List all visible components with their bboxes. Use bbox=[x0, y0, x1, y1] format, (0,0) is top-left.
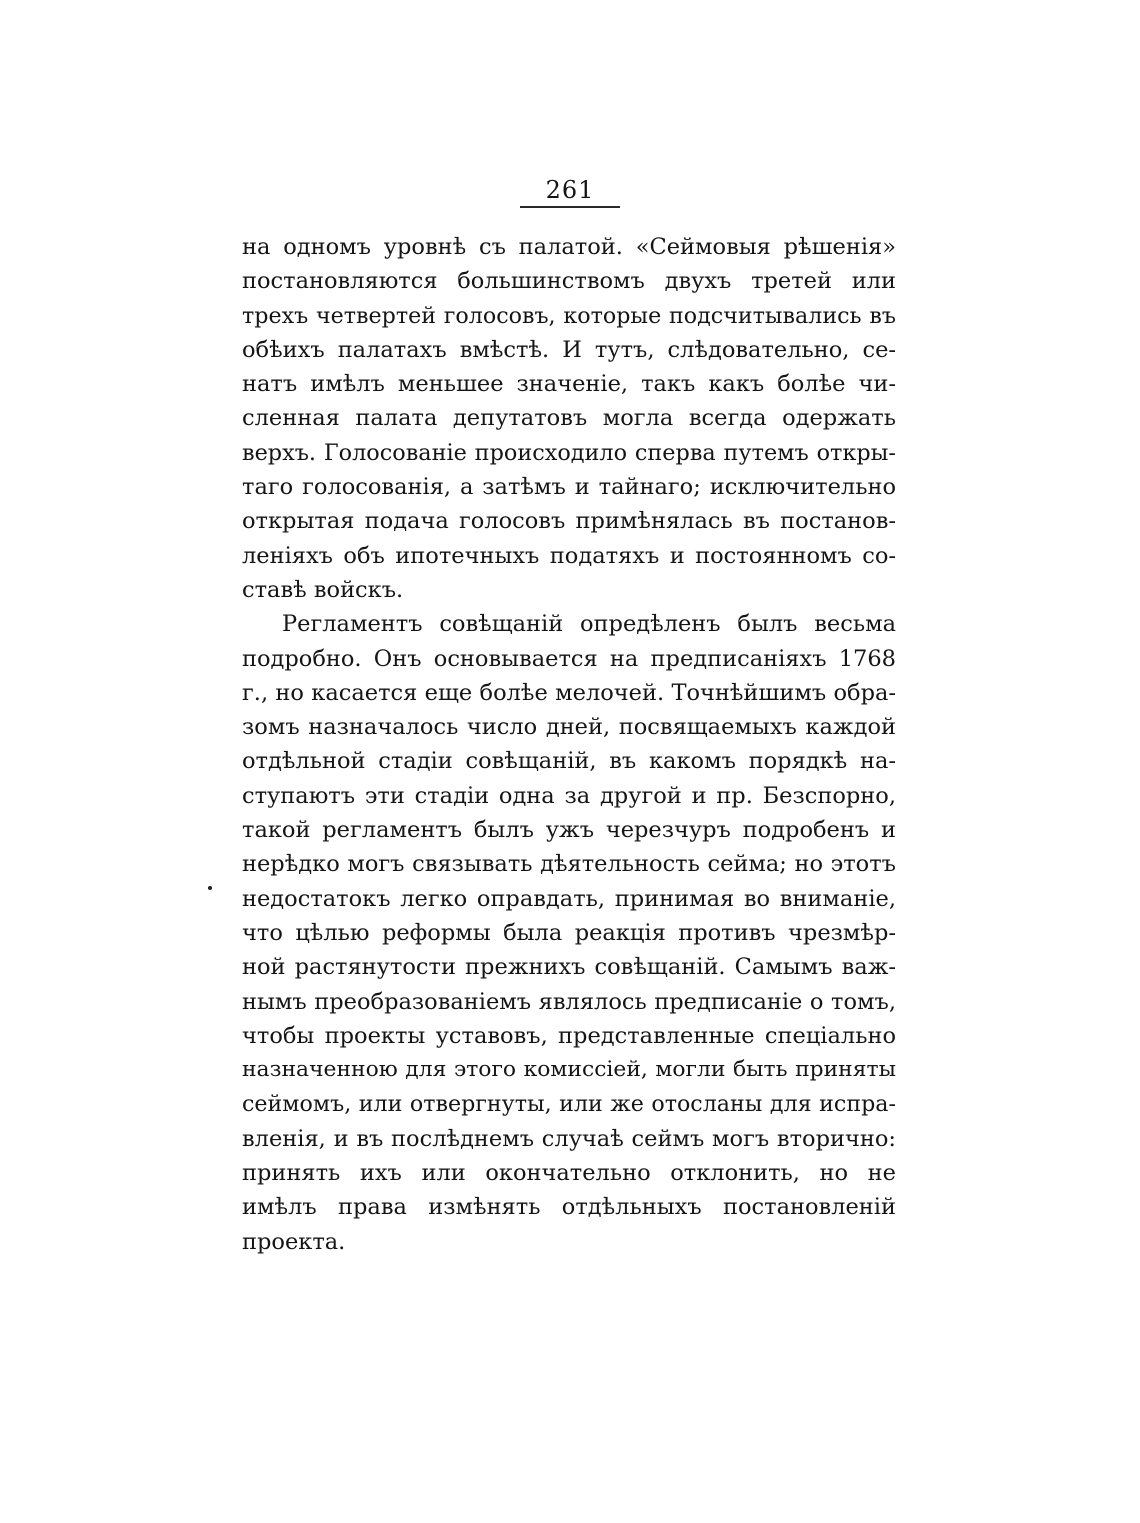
text-line: таго голосованія, а затѣмъ и тайнаго; исключительно bbox=[242, 474, 896, 501]
text-line: леніяхъ объ ипотечныхъ податяхъ и постоянномъ со- bbox=[242, 542, 896, 569]
text-line: отдѣльной стадіи совѣщаній, въ какомъ порядкѣ на- bbox=[242, 748, 896, 775]
text-line: г., но касается еще болѣе мелочей. Точнѣйшимъ обра- bbox=[242, 679, 896, 706]
text-line: сленная палата депутатовъ могла всегда одержать bbox=[242, 405, 896, 432]
text-line: сеймомъ, или отвергнуты, или же отосланы для испра- bbox=[242, 1091, 896, 1118]
text-line: нымъ преобразованіемъ являлось предписаніе о томъ, bbox=[242, 988, 896, 1015]
page-number-rule bbox=[520, 206, 620, 208]
text-line: натъ имѣлъ меньшее значеніе, такъ какъ болѣе чи- bbox=[242, 371, 896, 398]
text-line: такой регламентъ былъ ужъ черезчуръ подробенъ и bbox=[242, 817, 896, 844]
text-line: ной растянутости прежнихъ совѣщаній. Самымъ важ- bbox=[242, 954, 896, 981]
text-line: назначенною для этого комиссіей, могли быть приняты bbox=[242, 1057, 896, 1083]
text-line: обѣихъ палатахъ вмѣстѣ. И тутъ, слѣдовательно, се- bbox=[242, 336, 896, 363]
text-line: ступаютъ эти стадіи одна за другой и пр. Безспорно, bbox=[242, 782, 896, 809]
text-line: зомъ назначалось число дней, посвящаемыхъ каждой bbox=[242, 714, 896, 741]
body-text bbox=[242, 230, 896, 1259]
text-line: ставѣ войскъ. bbox=[242, 576, 404, 603]
text-line: нерѣдко могъ связывать дѣятельность сейма; но этотъ bbox=[242, 851, 896, 878]
text-line: открытая подача голосовъ примѣнялась въ постанов- bbox=[242, 508, 896, 535]
text-line: подробно. Онъ основывается на предписаніяхъ 1768 bbox=[242, 645, 896, 672]
text-line: вленія, и въ послѣднемъ случаѣ сеймъ могъ вторично: bbox=[242, 1125, 896, 1152]
text-line: чтобы проекты уставовъ, представленные спеціально bbox=[242, 1022, 896, 1049]
text-line: проекта. bbox=[242, 1228, 346, 1255]
text-line: принять ихъ или окончательно отклонить, но не bbox=[242, 1160, 896, 1187]
text-line: на одномъ уровнѣ съ палатой. «Сеймовыя рѣшенія» bbox=[242, 234, 896, 260]
text-line: постановляются большинствомъ двухъ третей или bbox=[242, 268, 896, 295]
text-line: недостатокъ легко оправдать, принимая во вниманіе, bbox=[242, 885, 896, 912]
text-line: что цѣлью реформы была реакція противъ чрезмѣр- bbox=[242, 919, 896, 946]
text-line: имѣлъ права измѣнять отдѣльныхъ постановленій bbox=[242, 1194, 896, 1221]
page-number: 261 bbox=[545, 176, 595, 204]
text-line: верхъ. Голосованіе происходило сперва путемъ откры- bbox=[242, 439, 896, 466]
paragraph bbox=[242, 607, 896, 1259]
paragraph bbox=[242, 230, 896, 607]
text-line: трехъ четвертей голосовъ, которые подсчитывались въ bbox=[242, 302, 896, 329]
text-line: Регламентъ совѣщаній опредѣленъ былъ весьма bbox=[282, 611, 896, 638]
scan-speck bbox=[208, 886, 212, 890]
